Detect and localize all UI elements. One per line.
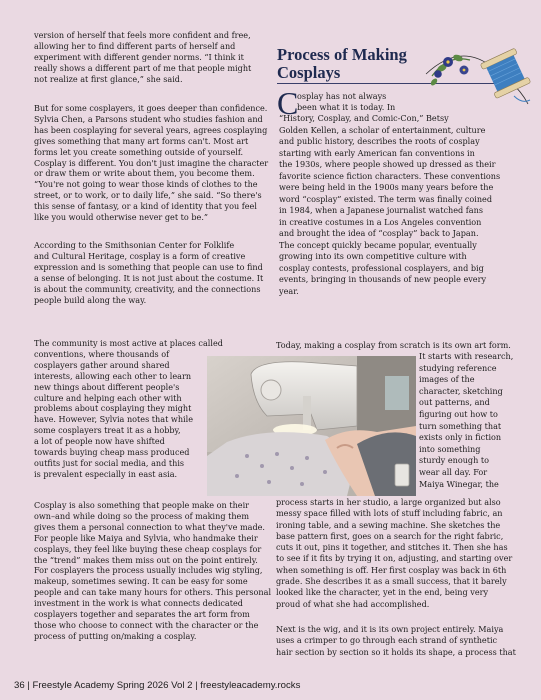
today-full xyxy=(276,497,512,610)
quote-block xyxy=(34,30,251,85)
today-first-line xyxy=(276,340,511,351)
text-line: word “cosplay” existed. The term was finally coined xyxy=(279,193,493,204)
text-line: has been cosplaying for several years, agrees cosplaying xyxy=(34,124,268,135)
text-line: events, bringing in thousands of new people every xyxy=(279,274,487,284)
drop-cap: C xyxy=(277,85,299,121)
text-line: towards buying cheap mass produced xyxy=(34,447,190,458)
text-line: base pattern first, goes on a search for the right fabric, xyxy=(276,530,504,541)
text-line: cosplay contests, professional cosplayers, and big xyxy=(279,262,484,273)
text-line: this sense of fantasy, or a kind of identity that you feel xyxy=(34,201,257,212)
paragraph-2 xyxy=(34,240,263,305)
text-line: But for some cosplayers, it goes deeper than confidence. xyxy=(34,103,268,113)
text-line: cuts it out, pins it together, and stitches it. Then she has xyxy=(276,542,508,553)
text-line: year. xyxy=(279,285,299,296)
text-line: a lot of people now have shifted xyxy=(34,436,165,447)
text-line: own–and while doing so the process of making them xyxy=(34,510,250,521)
text-line: out patterns, and xyxy=(419,397,490,408)
paragraph-3-full xyxy=(34,500,271,642)
paragraph-1 xyxy=(34,103,268,223)
text-line: character, sketching xyxy=(419,385,503,396)
text-line: cosplayers gather around shared xyxy=(34,359,170,370)
text-line: and public history, describes the roots of cosplay xyxy=(279,136,480,146)
text-line: According to the Smithsonian Center for Folklife xyxy=(34,240,235,250)
section-heading: Process of Making Cosplays xyxy=(277,45,407,82)
page-footer: 36 | Freestyle Academy Spring 2026 Vol 2 | freestyleacademy.rocks xyxy=(14,680,301,691)
text-line: investment in the work is what connects dedicated xyxy=(34,598,243,609)
text-line: wear all day. For xyxy=(419,466,488,477)
text-line: Cosplay is different. You don't just imagine the character xyxy=(34,157,269,168)
text-line: Cosplay is also something that people make on their xyxy=(34,500,250,510)
text-line: outfits just for social media, and this xyxy=(34,457,185,468)
text-line: forms let you create something outside of yourself. xyxy=(34,146,244,157)
wig-paragraph xyxy=(276,624,516,658)
text-line: growing into its own competitive culture with xyxy=(279,251,467,261)
text-line: Maiya Winegar, the xyxy=(419,478,499,489)
text-line: version of herself that feels more confident and free, xyxy=(34,30,251,40)
text-line: messy space filled with lots of stuff including fabric, an xyxy=(276,508,503,519)
text-line: The concept quickly became popular, eventually xyxy=(279,239,477,250)
text-line: images of the xyxy=(419,374,475,385)
text-line: interests, allowing each other to learn xyxy=(34,370,192,381)
text-line: really shows a different part of me that people might xyxy=(34,62,252,73)
text-line: proud of what she had accomplished. xyxy=(276,598,430,609)
text-line: have. However, Sylvia notes that while xyxy=(34,414,194,425)
text-line: figuring out how to xyxy=(419,408,498,419)
text-line: new things about different people's xyxy=(34,381,180,392)
text-line: Next is the wig, and it is its own project entirely. Maiya xyxy=(276,624,504,634)
text-line: people build along the way. xyxy=(34,294,147,305)
text-line: turn something that xyxy=(419,420,502,431)
text-line: a sense of belonging. It is not just about the costume. It xyxy=(34,272,264,283)
text-line: osplay has not always xyxy=(297,91,387,101)
text-line: exists only in fiction xyxy=(419,432,502,443)
text-line: people and can take many hours for others. This personal xyxy=(34,587,272,598)
text-line: in creative costumes in a Los Angeles convention xyxy=(279,216,482,227)
text-line: conventions, where thousands of xyxy=(34,348,170,359)
text-line: culture and helping each other with xyxy=(34,392,182,403)
text-line: problems about cosplaying they might xyxy=(34,403,192,414)
text-line: like you would otherwise never get to be.” xyxy=(34,212,209,223)
text-line: not realize at first glance,” she said. xyxy=(34,73,183,84)
text-line: process of putting on/making a cosplay. xyxy=(34,630,197,641)
text-line: expression and is something that people can use to find xyxy=(34,261,263,272)
sewing-machine-photo xyxy=(207,356,416,496)
text-line: hair section by section so it holds its shape, a process that xyxy=(276,646,516,657)
text-line: starting with early American fan conventions in xyxy=(279,147,475,158)
text-line: or draw them or write about them, you become them. xyxy=(34,168,255,179)
text-line: favorite science fiction characters. These conventions xyxy=(279,170,501,181)
text-line: Today, making a cosplay from scratch is its own art form. xyxy=(276,340,511,350)
text-line: were being held in the 1900s many years before the xyxy=(279,182,494,192)
text-line: the “trend” makes them miss out on the point entirely. xyxy=(34,554,258,565)
text-line: It starts with research, xyxy=(419,351,514,361)
text-line: “You're not going to wear those kinds of clothes to the xyxy=(34,179,258,190)
text-line: Golden Kellen, a scholar of entertainment, culture xyxy=(279,124,486,135)
text-line: The community is most active at places called xyxy=(34,338,223,348)
text-line: For cosplayers the process usually includes wig styling, xyxy=(34,565,263,576)
text-line: “History, Cosplay, and Comic-Con,” Betsy xyxy=(279,113,449,123)
text-line: street, or to work, or to daily life,” she said. “So there's xyxy=(34,190,262,201)
text-line: when something is off. Her first cosplay was back in 6th xyxy=(276,564,507,575)
text-line: been what it is today. In xyxy=(297,101,396,112)
text-line: gives something that many art forms can't. Most art xyxy=(34,135,249,146)
text-line: cosplayers together and separates the art form from xyxy=(34,609,250,620)
text-line: ironing table, and a sewing machine. She sketches the xyxy=(276,519,501,530)
text-line: sturdy enough to xyxy=(419,455,489,466)
text-line: is prevalent especially in east asia. xyxy=(34,468,178,479)
text-line: the 1930s, where people showed up dressed as their xyxy=(279,159,496,169)
text-line: some cosplayers treat it as a hobby, xyxy=(34,425,181,436)
text-line: cosplays, they feel like buying these cheap cosplays for xyxy=(34,543,262,554)
paragraph-3-wrapped xyxy=(34,338,223,480)
text-line: to see if it fits by trying it on, adjusting, and starting over xyxy=(276,553,513,564)
text-line: For people like Maiya and Sylvia, who handmake their xyxy=(34,532,258,543)
text-line: into something xyxy=(419,443,481,454)
text-line: looked like the character, yet in the end, being very xyxy=(276,587,489,598)
text-line: gives them a personal connection to what they've made. xyxy=(34,521,265,532)
text-line: grade. She describes it as a small success, that it barely xyxy=(276,576,507,587)
history-paragraph xyxy=(279,113,500,297)
text-line: process starts in her studio, a large organized but also xyxy=(276,497,501,507)
text-line: those who choose to connect with the character or the xyxy=(34,619,259,630)
text-line: studying reference xyxy=(419,362,497,373)
text-line: uses a crimper to go through each strand of synthetic xyxy=(276,635,498,646)
text-line: makeup, sometimes sewing. It can be easy for some xyxy=(34,576,248,587)
photo-illustration xyxy=(207,356,416,496)
text-line: Sylvia Chen, a Parsons student who studies fashion and xyxy=(34,113,263,124)
history-indented xyxy=(297,91,395,113)
text-line: experiment with different gender norms. “I think it xyxy=(34,51,244,62)
text-line: in 1984, when a Japanese journalist watched fans xyxy=(279,205,483,215)
thread-spool-illustration xyxy=(418,34,536,112)
text-line: is about the community, creativity, and the connections xyxy=(34,283,261,294)
text-line: and brought the idea of “cosplay” back to Japan. xyxy=(279,228,479,238)
today-wrapped xyxy=(419,351,513,490)
text-line: allowing her to find different parts of herself and xyxy=(34,40,236,51)
text-line: and Cultural Heritage, cosplay is a form of creative xyxy=(34,250,246,261)
